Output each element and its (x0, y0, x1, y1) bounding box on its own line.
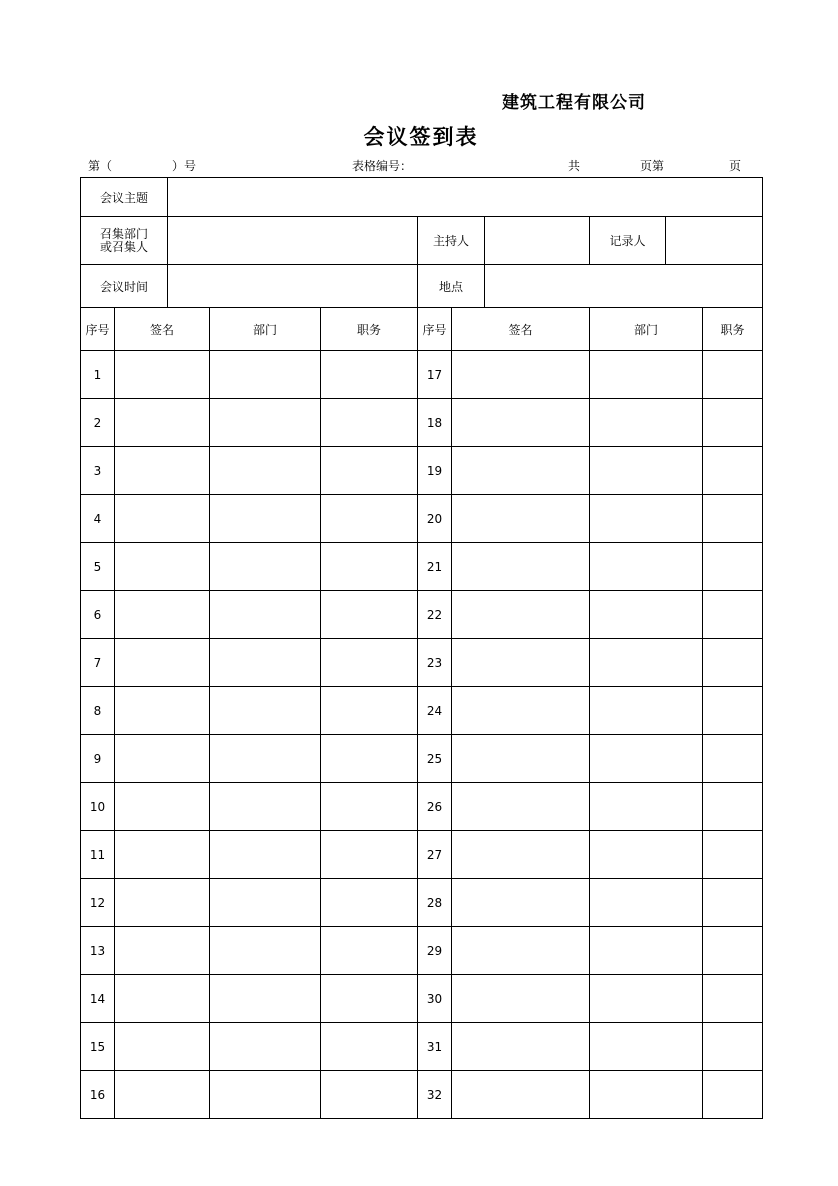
time-field[interactable] (168, 265, 418, 308)
seq-right: 26 (418, 783, 452, 831)
position-left-cell[interactable] (321, 735, 418, 783)
table-row (81, 447, 763, 495)
department-right-cell[interactable] (590, 927, 703, 975)
department-left-cell[interactable] (210, 399, 321, 447)
topic-label: 会议主题 (81, 178, 168, 217)
seq-right: 21 (418, 543, 452, 591)
position-right-cell[interactable] (703, 1023, 763, 1071)
department-right-cell[interactable] (590, 639, 703, 687)
convener-label-line1: 召集部门 (100, 226, 149, 241)
position-right-cell[interactable] (703, 975, 763, 1023)
department-left-cell[interactable] (210, 1071, 321, 1119)
signature-right-cell[interactable] (452, 1071, 590, 1119)
signature-right-cell[interactable] (452, 879, 590, 927)
seq-left: 16 (81, 1071, 115, 1119)
seq-left: 13 (81, 927, 115, 975)
position-left-cell[interactable] (321, 783, 418, 831)
page-number-label: 页第 (640, 159, 665, 173)
position-left-cell[interactable] (321, 639, 418, 687)
position-left-cell[interactable] (321, 975, 418, 1023)
table-row (81, 591, 763, 639)
table-row (81, 975, 763, 1023)
seq-right: 29 (418, 927, 452, 975)
department-right-cell[interactable] (590, 543, 703, 591)
seq-right: 31 (418, 1023, 452, 1071)
department-left-cell[interactable] (210, 447, 321, 495)
seq-right: 18 (418, 399, 452, 447)
signature-right-cell[interactable] (452, 447, 590, 495)
position-right-cell[interactable] (703, 879, 763, 927)
position-left-cell[interactable] (321, 591, 418, 639)
signature-left-cell[interactable] (115, 399, 210, 447)
position-left-cell[interactable] (321, 687, 418, 735)
position-right-cell[interactable] (703, 1071, 763, 1119)
seq-left: 14 (81, 975, 115, 1023)
department-right-cell[interactable] (590, 687, 703, 735)
signature-left-cell[interactable] (115, 495, 210, 543)
position-left-cell[interactable] (321, 351, 418, 399)
position-right-cell[interactable] (703, 927, 763, 975)
seq-right: 32 (418, 1071, 452, 1119)
position-right-cell[interactable] (703, 687, 763, 735)
total-pages-label: 共 (568, 159, 581, 173)
seq-right: 22 (418, 591, 452, 639)
signature-left-cell[interactable] (115, 831, 210, 879)
seq-right: 28 (418, 879, 452, 927)
department-right-cell[interactable] (590, 351, 703, 399)
signature-right-cell[interactable] (452, 831, 590, 879)
department-left-cell[interactable] (210, 543, 321, 591)
signature-left-cell[interactable] (115, 1071, 210, 1119)
seq-left: 4 (81, 495, 115, 543)
department-left-cell[interactable] (210, 495, 321, 543)
seq-right: 23 (418, 639, 452, 687)
department-right-cell[interactable] (590, 495, 703, 543)
department-left-cell[interactable] (210, 831, 321, 879)
position-right-cell[interactable] (703, 495, 763, 543)
signature-left-cell[interactable] (115, 639, 210, 687)
header-row (81, 308, 763, 351)
signature-right-cell[interactable] (452, 399, 590, 447)
table-row (81, 495, 763, 543)
position-right-cell[interactable] (703, 783, 763, 831)
department-left-cell[interactable] (210, 879, 321, 927)
seq-right: 25 (418, 735, 452, 783)
seq-left: 6 (81, 591, 115, 639)
department-left-cell[interactable] (210, 1023, 321, 1071)
seq-left: 3 (81, 447, 115, 495)
header-department-left: 部门 (210, 308, 321, 351)
header-position-right: 职务 (703, 308, 763, 351)
department-left-cell[interactable] (210, 687, 321, 735)
position-right-cell[interactable] (703, 735, 763, 783)
convener-label (81, 217, 168, 265)
number-prefix: 第（ (88, 159, 113, 173)
seq-left: 12 (81, 879, 115, 927)
seq-right: 20 (418, 495, 452, 543)
signature-right-cell[interactable] (452, 351, 590, 399)
topic-row (81, 178, 763, 217)
page-title: 会议签到表 (363, 125, 479, 149)
time-row (81, 265, 763, 308)
position-left-cell[interactable] (321, 831, 418, 879)
recorder-field[interactable] (666, 217, 763, 265)
signature-right-cell[interactable] (452, 783, 590, 831)
position-left-cell[interactable] (321, 495, 418, 543)
position-right-cell[interactable] (703, 351, 763, 399)
seq-left: 8 (81, 687, 115, 735)
signature-left-cell[interactable] (115, 1023, 210, 1071)
seq-left: 10 (81, 783, 115, 831)
seq-left: 2 (81, 399, 115, 447)
location-label: 地点 (418, 265, 485, 308)
department-left-cell[interactable] (210, 351, 321, 399)
department-right-cell[interactable] (590, 591, 703, 639)
header-signature-right: 签名 (452, 308, 590, 351)
seq-left: 9 (81, 735, 115, 783)
table-row (81, 1071, 763, 1119)
table-row (81, 879, 763, 927)
signature-right-cell[interactable] (452, 927, 590, 975)
recorder-label: 记录人 (590, 217, 666, 265)
signature-right-cell[interactable] (452, 591, 590, 639)
table-row (81, 783, 763, 831)
table-row (81, 639, 763, 687)
department-left-cell[interactable] (210, 735, 321, 783)
signature-right-cell[interactable] (452, 687, 590, 735)
header-seq-left: 序号 (81, 308, 115, 351)
seq-left: 11 (81, 831, 115, 879)
form-code-label: 表格编号： (352, 159, 413, 173)
signature-right-cell[interactable] (452, 639, 590, 687)
position-left-cell[interactable] (321, 1023, 418, 1071)
department-right-cell[interactable] (590, 1023, 703, 1071)
sign-in-table (80, 177, 763, 1119)
company-name: 建筑工程有限公司 (502, 93, 646, 113)
position-right-cell[interactable] (703, 447, 763, 495)
position-left-cell[interactable] (321, 447, 418, 495)
seq-left: 1 (81, 351, 115, 399)
seq-right: 24 (418, 687, 452, 735)
signature-right-cell[interactable] (452, 543, 590, 591)
topic-field[interactable] (168, 178, 763, 217)
position-right-cell[interactable] (703, 543, 763, 591)
table-row (81, 399, 763, 447)
position-right-cell[interactable] (703, 831, 763, 879)
table-row (81, 1023, 763, 1071)
location-field[interactable] (485, 265, 763, 308)
time-label: 会议时间 (81, 265, 168, 308)
seq-left: 7 (81, 639, 115, 687)
department-right-cell[interactable] (590, 975, 703, 1023)
department-right-cell[interactable] (590, 735, 703, 783)
signature-left-cell[interactable] (115, 543, 210, 591)
position-right-cell[interactable] (703, 639, 763, 687)
signature-left-cell[interactable] (115, 879, 210, 927)
position-left-cell[interactable] (321, 399, 418, 447)
header-signature-left: 签名 (115, 308, 210, 351)
position-left-cell[interactable] (321, 1071, 418, 1119)
seq-left: 5 (81, 543, 115, 591)
seq-right: 30 (418, 975, 452, 1023)
table-row (81, 351, 763, 399)
department-left-cell[interactable] (210, 927, 321, 975)
position-left-cell[interactable] (321, 879, 418, 927)
page-suffix-label: 页 (729, 159, 742, 173)
signature-left-cell[interactable] (115, 591, 210, 639)
header-position-left: 职务 (321, 308, 418, 351)
department-right-cell[interactable] (590, 399, 703, 447)
table-row (81, 687, 763, 735)
table-row (81, 543, 763, 591)
seq-right: 19 (418, 447, 452, 495)
department-left-cell[interactable] (210, 591, 321, 639)
signature-right-cell[interactable] (452, 735, 590, 783)
signature-left-cell[interactable] (115, 975, 210, 1023)
signature-right-cell[interactable] (452, 495, 590, 543)
seq-right: 17 (418, 351, 452, 399)
signature-left-cell[interactable] (115, 687, 210, 735)
seq-left: 15 (81, 1023, 115, 1071)
department-right-cell[interactable] (590, 447, 703, 495)
header-department-right: 部门 (590, 308, 703, 351)
position-left-cell[interactable] (321, 543, 418, 591)
convener-field[interactable] (168, 217, 418, 265)
convener-row (81, 217, 763, 265)
signature-left-cell[interactable] (115, 927, 210, 975)
department-left-cell[interactable] (210, 639, 321, 687)
department-left-cell[interactable] (210, 783, 321, 831)
position-right-cell[interactable] (703, 399, 763, 447)
signature-right-cell[interactable] (452, 1023, 590, 1071)
department-right-cell[interactable] (590, 879, 703, 927)
signature-left-cell[interactable] (115, 783, 210, 831)
table-row (81, 927, 763, 975)
seq-right: 27 (418, 831, 452, 879)
table-row (81, 831, 763, 879)
signature-left-cell[interactable] (115, 447, 210, 495)
host-field[interactable] (485, 217, 590, 265)
signature-left-cell[interactable] (115, 735, 210, 783)
host-label: 主持人 (418, 217, 485, 265)
department-right-cell[interactable] (590, 831, 703, 879)
table-row (81, 735, 763, 783)
position-right-cell[interactable] (703, 591, 763, 639)
signature-left-cell[interactable] (115, 351, 210, 399)
signature-right-cell[interactable] (452, 975, 590, 1023)
convener-label-line2: 或召集人 (100, 239, 149, 254)
header-seq-right: 序号 (418, 308, 452, 351)
department-left-cell[interactable] (210, 975, 321, 1023)
number-suffix: ）号 (172, 159, 197, 173)
department-right-cell[interactable] (590, 783, 703, 831)
position-left-cell[interactable] (321, 927, 418, 975)
department-right-cell[interactable] (590, 1071, 703, 1119)
